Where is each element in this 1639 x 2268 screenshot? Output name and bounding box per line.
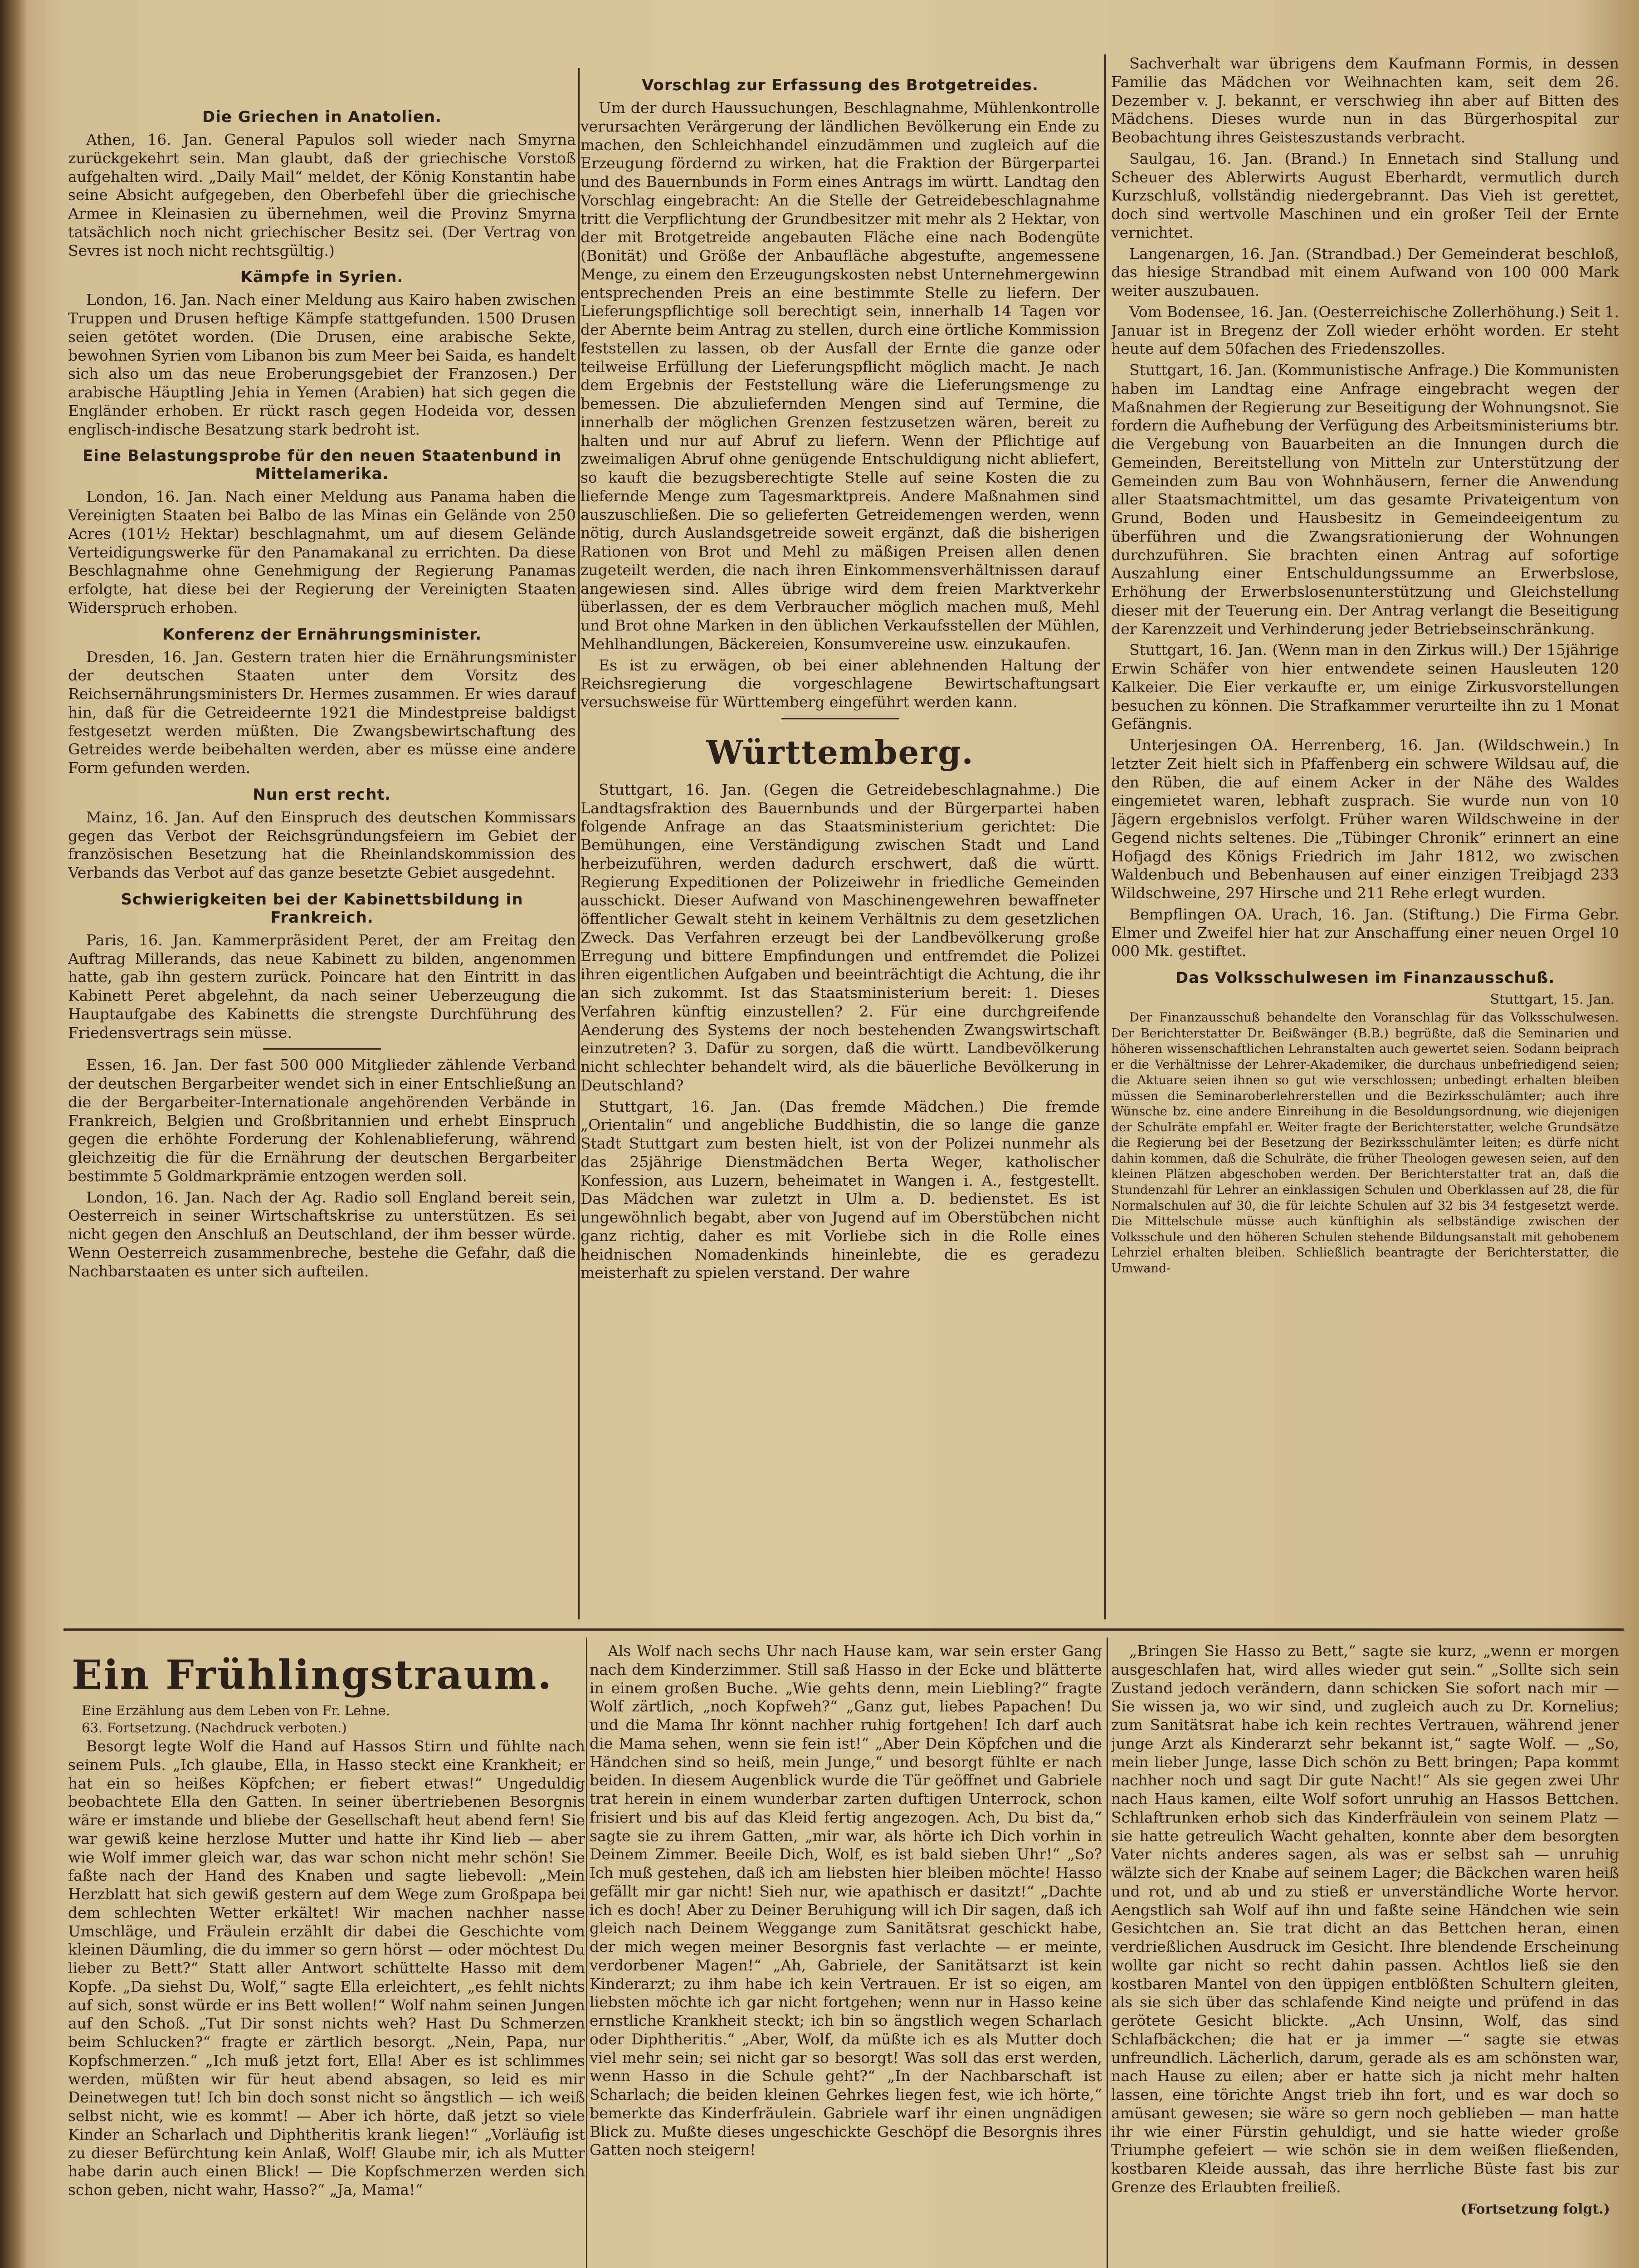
article-kommunisten: Stuttgart, 16. Jan. (Kommunistische Anfrage.) Die Kommunisten haben im Landtag eine Anfrage eingebracht wegen der Maßnahmen der Regierung zur Beseitigung der Wohnungsnot. Sie fordern die Aufhebung der Verfügung des Arbeitsministeriums btr. die Vergebung von Bauarbeiten an die Innungen durch die Gemeinden, Bereitstellung von Mitteln zur Unterstützung der Gemeinden zum Bau von Wohnhäusern, ferner die Anwendung aller Staatsmachtmittel, um das gesamte Privateigentum von Grund, Boden und Hausbesitz in Gemeindeeigentum zu überführen und die Zwangsrationierung der Wohnungen durchzuführen. Sie brachten einen Antrag auf sofortige Auszahlung einer Entschuldungssumme an Erwerbslose, Erhöhung der Erwerbslosenunterstützung und Gleichstellung dieser mit der Teuerung ein. Der Antrag verlangt die Beseitigung der Karenzzeit und Verhinderung jeder Betriebseinschränkung.: [1111, 361, 1619, 638]
column-bottom-right: [1111, 1642, 1619, 2268]
headline-kabinettsbildung: Schwierigkeiten bei der Kabinettsbildung in Frankreich.: [121, 890, 523, 927]
column-top-right: [1111, 54, 1619, 1619]
article-langenargen: Langenargen, 16. Jan. (Strandbad.) Der Gemeinderat beschloß, das hiesige Strandbad mit einem Aufwand von 100 000 Mark weiter auszubauen.: [1111, 244, 1619, 299]
headline-volksschulwesen: Das Volksschulwesen im Finanzausschuß.: [1175, 969, 1555, 987]
headline-syrien: Kämpfe in Syrien.: [240, 268, 404, 287]
article-bodensee: Vom Bodensee, 16. Jan. (Oesterreichische Zollerhöhung.) Seit 1. Januar ist in Bregenz der Zoll wieder erhöht worden. Er steht heute auf dem 50fachen des Friedenszolles.: [1111, 303, 1619, 358]
article-fremde-maedchen: Stuttgart, 16. Jan. (Das fremde Mädchen.) Die fremde „Orientalin“ und angebliche Buddhistin, die so lange die ganze Stadt Stuttgart zum besten hielt, ist von der Polizei nunmehr als das 25jährige Dienstmädchen Berta Weger, katholischer Konfession, aus Luzern, beheimatet in Wangen i. A., festgestellt. Das Mädchen war zuletzt in Ulm a. D. bedienstet. Es ist ungewöhnlich begabt, aber von Jugend auf im Oberstübchen nicht ganz richtig, daher es mit Vorliebe sich in die Rolle eines heidnischen Nomadenkinds hineinlebte, die es geradezu meisterhaft zu spielen verstand. Der wahre: [580, 1097, 1100, 1282]
continuation-note: (Fortsetzung folgt.): [1460, 2201, 1610, 2217]
article-mittelamerika: London, 16. Jan. Nach einer Meldung aus Panama haben die Vereinigten Staaten bei Balbo de las Minas ein Gelände von 250 Acres (101½ Hektar) beschlagnahmt, um auf diesem Gelände Verteidigungswerke für den Panamakanal zu errichten. Da diese Beschlagnahme ohne Genehmigung der Regierung Panamas erfolgte, hat diese bei der Regierung der Vereinigten Staaten Widerspruch erhoben.: [68, 488, 576, 616]
article-wildschwein: Unterjesingen OA. Herrenberg, 16. Jan. (Wildschwein.) In letzter Zeit hielt sich in Pfaffenberg ein schwere Wildsau auf, die den Rüben, die auf einem Acker in der Nähe des Waldes eingemietet waren, lebhaft zusprach. Sie wurde nun von 10 Jägern ergebnislos verfolgt. Früher waren Wildschweine in der Gegend nichts seltenes. Die „Tübinger Chronik“ erinnert an eine Hofjagd des Königs Friedrich im Jahr 1812, wo zwischen Waldenbuch und Bebenhausen auf einer einzigen Treibjagd 233 Wildschweine, 297 Hirsche und 211 Rehe erlegt wurden.: [1111, 736, 1619, 902]
article-brotgetreide-end: Es ist zu erwägen, ob bei einer ablehnenden Haltung der Reichsregierung die vorgeschlagene Bewirtschaftungsart versuchsweise für Württemberg eingeführt werden kann.: [580, 656, 1100, 711]
article-ernaehrungsminister: Dresden, 16. Jan. Gestern traten hier die Ernährungsminister der deutschen Staaten unter dem Vorsitz des Reichsernährungsministers Dr. Hermes zusammen. Er wies darauf hin, daß für die Getreideernte 1921 die Mindestpreise baldigst festgesetzt werden müßten. Die Zwangsbewirtschaftung des Getreides werde beibehalten werden, aber es müsse eine andere Form gefunden werden.: [68, 648, 576, 777]
novel-text-part1: Besorgt legte Wolf die Hand auf Hassos Stirn und fühlte nach seinem Puls. „Ich glaube, Ella, in Hasso steckt eine Krankheit; er hat ein so heißes Köpfchen; er fiebert etwas!“ Ungeduldig beobachtete Ella den Gatten. In seiner übertriebenen Besorgnis wäre er imstande und bliebe der Gesellschaft heut abend fern! Sie war gewiß keine herzlose Mutter und hatte ihr Kind lieb — aber wie Wolf immer gleich war, das war schon nicht mehr schön! Sie faßte nach der Hand des Knaben und sagte liebevoll: „Mein Herzblatt hat sich gewiß gestern auf dem Wege zum Großpapa bei dem schlechten Wetter erkältet! Wir machen nachher nasse Umschläge, und Fräulein erzählt dir dabei die Geschichte vom kleinen Däumling, die du immer so gern hörst — oder möchtest Du lieber zu Bett?“ Statt aller Antwort schüttelte Hasso mit dem Kopfe. „Da siehst Du, Wolf,“ sagte Ella erleichtert, „es fehlt nichts auf sich, sonst würde er ins Bett wollen!“ Wolf nahm seinen Jungen auf den Schoß. „Tut Dir sonst nichts weh? Hast Du Schmerzen beim Schlucken?“ fragte er zärtlich besorgt. „Nein, Papa, nur Kopfschmerzen.“ „Ich muß jetzt fort, Ella! Aber es ist schlimmes werden, müßten wir für heut abend absagen, so leid es mir Deinetwegen tut! Ich bin doch sonst nicht so ängstlich — ich weiß selbst nicht, wie es kommt! — Aber ich hörte, daß jetzt so viele Kinder an Scharlach und Diphtheritis krank liegen!“ „Vorläufig ist zu dieser Befürchtung kein Anlaß, Wolf! Glaube mir, ich als Mutter habe darin auch einen Blick! — Die Kopfschmerzen werden sich schon geben, nicht wahr, Hasso?“ „Ja, Mama!“: [68, 1737, 585, 2199]
headline-nun-erst-recht: Nun erst recht.: [253, 785, 391, 804]
headline-griechen: Die Griechen in Anatolien.: [202, 108, 442, 126]
section-head-wuerttemberg: Württemberg.: [706, 733, 974, 772]
article-saulgau: Saulgau, 16. Jan. (Brand.) In Ennetach sind Stallung und Scheuer des Ablerwirts August Eberhardt, vermutlich durch Kurzschluß, vollständig niedergebrannt. Das Vieh ist gerettet, doch sind wertvolle Maschinen und ein großer Teil der Ernte vernichtet.: [1111, 149, 1619, 241]
page-edge: [0, 0, 27, 2268]
article-brotgetreide: Um der durch Haussuchungen, Beschlagnahme, Mühlenkontrolle verursachten Verärgerung der ländlichen Bevölkerung ein Ende zu machen, den Schleichhandel einzudämmen und zugleich auf die Erzeugung fördernd zu wirken, hat die Fraktion der Bürgerpartei und des Bauernbunds in Form eines Antrags im württ. Landtag den Vorschlag eingebracht: An die Stelle der Getreidebeschlagnahme tritt die Verpflichtung der Grundbesitzer mit mehr als 2 Hektar, von der mit Brotgetreide angebauten Fläche eine nach Bodengüte (Bonität) und Größe der Anbaufläche abgestufte, angemessene Menge, zu einem den Erzeugungskosten nebst Unternehmergewinn entsprechenden Preis an eine bestimmte Stelle zu liefern. Der Lieferungspflichtige soll berechtigt sein, innerhalb 14 Tagen vor der Abernte beim Antrag zu stellen, durch eine örtliche Kommission feststellen zu lassen, ob der Ausfall der Ernte die ganze oder teilweise Erfüllung der Lieferungspflicht möglich macht. Je nach dem Ergebnis der Feststellung wäre die Lieferungsmenge zu bemessen. Die abzuliefernden Mengen sind auf Termine, die innerhalb der möglichen Grenzen festzusetzen wären, bereit zu halten und nur auf Abruf zu liefern. Wenn der Pflichtige auf zweimaligen Abruf ohne genügende Entschuldigung nicht abliefert, so kauft die bezugsberechtigte Stelle auf seine Kosten die zu liefernde Menge zum Tagesmarktpreis. Andere Maßnahmen sind auszuschließen. Die so gelieferten Getreidemengen werden, wenn nötig, durch Auslandsgetreide soweit ergänzt, daß die bisherigen Rationen von Brot und Mehl zu mäßigen Preisen allen denen zugeteilt werden, die nach ihren Einkommensverhältnissen darauf angewiesen sind. Alles übrige wird dem freien Marktverkehr überlassen, der es dem Verbraucher möglich machen muß, Mehl und Brot ohne Marken in den üblichen Verkaufsstellen der Mühlen, Mehlhandlungen, Bäckereien, Konsumvereine usw. einzukaufen.: [580, 99, 1100, 653]
column-rule: [578, 68, 580, 1619]
feuilleton-rule: [63, 1628, 1624, 1631]
article-zirkus: Stuttgart, 16. Jan. (Wenn man in den Zirkus will.) Der 15jährige Erwin Schäfer von hier entwendete seinen Hausleuten 120 Kalkeier. Die Eier verkaufte er, um einige Zirkusvorstellungen besuchen zu können. Die Strafkammer verurteilte ihn zu 1 Monat Gefängnis.: [1111, 641, 1619, 733]
article-syrien: London, 16. Jan. Nach einer Meldung aus Kairo haben zwischen Truppen und Drusen heftige Kämpfe stattgefunden. 1500 Drusen seien getötet worden. (Die Drusen, eine arabische Sekte, bewohnen Syrien vom Libanon bis zum Meer bei Saida, es handelt sich also um das neue Eroberungsgebiet der Franzosen.) Der arabische Häuptling Jehia in Yemen (Arabien) hat sich gegen die Engländer erhoben. Er rückt rasch gegen Hodeida vor, dessen englisch-indische Besatzung stark bedroht ist.: [68, 291, 576, 438]
novel-text-part2: Als Wolf nach sechs Uhr nach Hause kam, war sein erster Gang nach dem Kinderzimmer. Still saß Hasso in der Ecke und blätterte in einem großen Buche. „Wie gehts denn, mein Liebling?“ fragte Wolf zärtlich, „noch Kopfweh?“ „Ganz gut, liebes Papachen! Du und die Mama Ihr könnt nachher ruhig fortgehen! Ich darf auch die Mama sehen, wenn sie fein ist!“ „Aber Dein Köpfchen und die Händchen sind so heiß, mein Junge,“ und besorgt fühlte er nach beiden. In diesem Augenblick wurde die Tür geöffnet und Gabriele trat herein in einem wunderbar zarten duftigen Unterrock, schon frisiert und bis auf das Kleid fertig angezogen. Ach, Du bist da,“ sagte sie zu ihrem Gatten, „mir war, als hörte ich Dich vorhin in Deinem Zimmer. Beeile Dich, Wolf, es ist bald sieben Uhr!“ „So? Ich muß gestehen, daß ich am liebsten hier bleiben möchte! Hasso gefällt mir gar nicht! Sieh nur, wie apathisch er dasitzt!“ „Dachte ich es doch! Aber zu Deiner Beruhigung will ich Dir sagen, daß ich gleich nach Deinem Weggange zum Sanitätsrat geschickt habe, der mich wegen meiner Besorgnis fast verlachte — er meinte, verdorbener Magen!“ „Ah, Gabriele, der Sanitätsarzt ist kein Kinderarzt; zu ihm habe ich kein Vertrauen. Er ist so eigen, am liebsten möchte ich gar nicht fortgehen; wenn nur in Hasso keine ernstliche Krankheit steckt; ich bin so ängstlich wegen Scharlach oder Diphtheritis.“ „Aber, Wolf, da müßte ich es als Mutter doch viel mehr sein; sei nicht gar so besorgt! Was soll das erst werden, wenn Hasso in die Schule geht?“ „In der Nachbarschaft ist Scharlach; die beiden kleinen Gehrkes liegen fest, wie ich hörte,“ bemerkte das Kinderfräulein. Gabriele warf ihr einen ungnädigen Blick zu. Mußte dieses ungeschickte Geschöpf die Besorgnis ihres Gatten noch steigern!: [590, 1642, 1102, 2159]
headline-ernaehrungsminister: Konferenz der Ernährungsminister.: [162, 625, 482, 644]
column-top-middle: [580, 68, 1100, 1619]
article-getreidebeschlagnahme: Stuttgart, 16. Jan. (Gegen die Getreidebeschlagnahme.) Die Landtagsfraktion des Bauernbunds und der Bürgerpartei haben folgende Anfrage an das Staatsministerium gerichtet: Die Bemühungen, eine Verständigung zwischen Stadt und Land herbeizuführen, werden dadurch erschwert, daß die württ. Regierung Expeditionen der Polizeiwehr in friedliche Gemeinden ausschickt. Dieser Aufwand von Maschinengewehren bewaffneter öffentlicher Gewalt steht in keinem Verhältnis zu dem gesetzlichen Zweck. Das Verfahren erzeugt bei der Landbevölkerung große Erregung und bittere Empfindungen und entfremdet die Polizei ihren eigentlichen Aufgaben und beeinträchtigt die Achtung, die ihr an sich zukommt. Ist das Staatsministerium bereit: 1. Dieses Verfahren künftig einzustellen? 2. Für eine durchgreifende Aenderung des Systems der noch bestehenden Zwangswirtschaft einzutreten? 3. Dafür zu sorgen, daß die württ. Landbevölkerung nicht schlechter behandelt wird, als die bäuerliche Bevölkerung in Deutschland?: [580, 780, 1100, 1094]
article-sachverhalt: Sachverhalt war übrigens dem Kaufmann Formis, in dessen Familie das Mädchen vor Weihnachten kam, seit dem 26. Dezember v. J. bekannt, er verschwieg ihn aber auf Bitten des Mädchens. Dieses wurde nun in das Bürgerhospital zur Beobachtung ihres Geisteszustands verbracht.: [1111, 54, 1619, 146]
column-rule: [1107, 1637, 1108, 2268]
article-essen: Essen, 16. Jan. Der fast 500 000 Mitglieder zählende Verband der deutschen Bergarbeiter wendet sich in einer Entschließung an die der Bergarbeiter-Internationale angehörenden Verbände in Frankreich, Belgien und Großbritannien und erhebt Einspruch gegen die erhöhte Forderung der Kohlenablieferung, während gleichzeitig die für die Ernährung der deutschen Bergarbeiter bestimmte 5 Goldmarkprämie entzogen werden soll.: [68, 1056, 576, 1185]
column-top-left: [68, 100, 576, 1619]
column-bottom-middle: [590, 1642, 1102, 2268]
column-rule: [1104, 54, 1106, 1619]
column-bottom-left: [68, 1651, 585, 2268]
headline-mittelamerika: Eine Belastungsprobe für den neuen Staatenbund in Mittelamerika.: [82, 447, 562, 484]
headline-brotgetreide: Vorschlag zur Erfassung des Brotgetreides.: [642, 76, 1039, 94]
article-oesterreich: London, 16. Jan. Nach der Ag. Radio soll England bereit sein, Oesterreich in seiner Wirtschaftskrise zu unterstützen. Es sei nicht gegen den Anschluß an Deutschland, der ihm besser würde. Wenn Oesterreich zusammenbreche, bestehe die Gefahr, daß die Nachbarstaaten es unter sich aufteilen.: [68, 1188, 576, 1280]
novel-installment: 63. Fortsetzung. (Nachdruck verboten.): [82, 1720, 347, 1735]
article-volksschulwesen: Der Finanzausschuß behandelte den Voranschlag für das Volksschulwesen. Der Berichterstatter Dr. Beißwänger (B.B.) begrüßte, daß die Seminarien und höheren wissenschaftlichen Lehranstalten auch gewertet seien. Sodann beiprach er die Verhältnisse der Lehrer-Akademiker, die durchaus unbefriedigend seien; die Aktuare seien ihnen so gut wie verschlossen; unbedingt erhalten bleiben müssen die Seminaroberlehrerstellen und die Bezirksschulämter; auch ihre Wünsche bz. eine andere Einreihung in die Besoldungsordnung, wie diejenigen der Schulräte empfahl er. Weiter fragte der Berichterstatter, welche Grundsätze die Regierung bei der Besetzung der Bezirksschulämter leiten; es dürfe nicht dahin kommen, daß die Schulräte, die früher Theologen gewesen seien, auf den kleinen Plätzen abgeschoben werden. Der Berichterstatter trat an, daß die Stundenzahl für Lehrer an einklassigen Schulen und Oberklassen auf 28, die für Normalschulen auf 30, die für leichte Schulen auf 32 bis 34 festgesetzt werde. Die Mittelschule müsse auch künftighin als selbständige zwischen der Volksschule und den höheren Schulen stehende Bildungsanstalt mit gehobenem Lehrziel erhalten bleiben. Schließlich beantragte der Berichterstatter, die Umwand-: [1111, 1011, 1619, 1276]
column-rule: [586, 1637, 587, 2268]
dateline-stuttgart: Stuttgart, 15. Jan.: [1490, 992, 1615, 1007]
article-nun-erst-recht: Mainz, 16. Jan. Auf den Einspruch des deutschen Kommissars gegen das Verbot der Reichsgründungsfeiern im Gebiet der französischen Besetzung hat die Rheinlandskommission des Verbands das Verbot auf das ganze besetzte Gebiet ausgedehnt.: [68, 808, 576, 881]
novel-subtitle: Eine Erzählung aus dem Leben von Fr. Lehne.: [82, 1703, 390, 1718]
novel-title: Ein Frühlingstraum.: [72, 1651, 553, 1698]
separator: [263, 1048, 381, 1050]
novel-text-part3: „Bringen Sie Hasso zu Bett,“ sagte sie kurz, „wenn er morgen ausgeschlafen hat, wird alles wieder gut sein.“ „Sollte sich sein Zustand jedoch verändern, dann schicken Sie sofort nach mir — Sie wissen ja, wo wir sind, und zugleich auch zu Dr. Kornelius; zum Sanitätsrat habe ich kein rechtes Vertrauen, während jener junge Arzt als Kinderarzt sehr bekannt ist,“ sagte Wolf. — „So, mein lieber Junge, lasse Dich schön zu Bett bringen; Papa kommt nachher noch und sagt Dir gute Nacht!“ Als sie gegen zwei Uhr nach Haus kamen, eilte Wolf sofort unruhig an Hassos Bettchen. Schlaftrunken erhob sich das Kinderfräulein von seinem Platz — sie hatte getreulich Wacht gehalten, konnte aber dem besorgten Vater nichts anderes sagen, als was er selbst sah — unruhig wälzte sich der Knabe auf seinem Lager; die Bäckchen waren heiß und rot, und ab und zu stieß er unverständliche Worte hervor. Aengstlich sah Wolf auf ihn und faßte seine Händchen wie sein Gesichtchen an. Sie trat dicht an das Bettchen heran, einen verdrießlichen Ausdruck im Gesicht. Ihre blendende Erscheinung wollte gar nicht so recht dahin passen. Achtlos ließ sie den kostbaren Mantel von den üppigen entblößten Schultern gleiten, als sie sich über das schlafende Kind neigte und prüfend in das gerötete Gesicht blickte. „Ach Unsinn, Wolf, das sind Schlafbäckchen; die hat er ja immer —“ sagte sie etwas unfreundlich. Lächerlich, darum, gerade als es am schönsten war, nach Hause zu eilen; aber er hatte sich ja nicht mehr halten lassen, eine törichte Angst trieb ihn fort, und es war doch so amüsant gewesen; sie wäre so gern noch geblieben — man hatte ihr wie einer Fürstin gehuldigt, und sie hatte wieder große Triumphe gefeiert — wie schön sie in dem weißen fließenden, kostbaren Kleide aussah, das ihre herrliche Büste fast bis zur Grenze des Erlaubten freiließ.: [1111, 1642, 1619, 2196]
article-kabinettsbildung: Paris, 16. Jan. Kammerpräsident Peret, der am Freitag den Auftrag Millerands, das neue Kabinett zu bilden, angenommen hatte, gab ihn gestern zurück. Poincare hat den Eintritt in das Kabinett Peret abgelehnt, da nach seiner Ueberzeugung die Hauptaufgabe des Kabinetts die strengste Durchführung des Friedensvertrags sein müsse.: [68, 931, 576, 1041]
article-griechen: Athen, 16. Jan. General Papulos soll wieder nach Smyrna zurückgekehrt sein. Man glaubt, daß der griechische Vorstoß aufgehalten wird. „Daily Mail“ meldet, der König Konstantin habe seine Absicht aufgegeben, den Oberbefehl über die griechische Armee in Kleinasien zu übernehmen, weil die Provinz Smyrna tatsächlich noch nicht griechischer Besitz sei. (Der Vertrag von Sevres ist noch nicht rechtsgültig.): [68, 131, 576, 259]
separator: [781, 718, 899, 719]
article-bempflingen: Bempflingen OA. Urach, 16. Jan. (Stiftung.) Die Firma Gebr. Elmer und Zweifel hier hat zur Anschaffung einer neuen Orgel 10 000 Mk. gestiftet.: [1111, 905, 1619, 960]
